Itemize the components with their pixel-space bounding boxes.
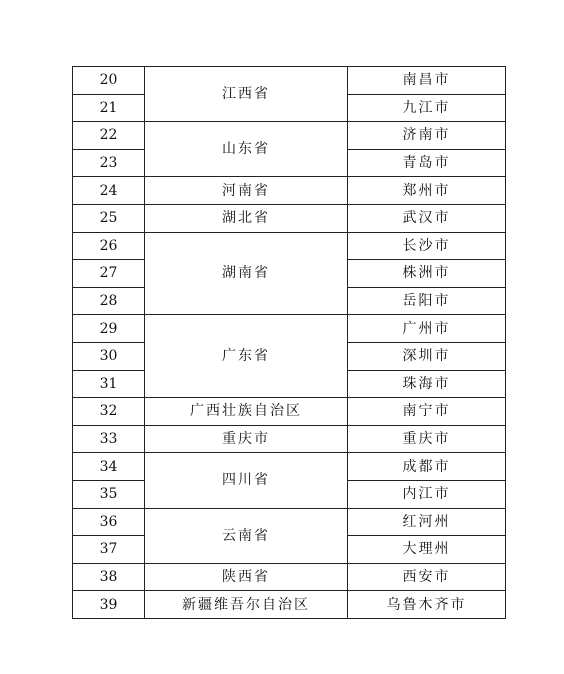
table-row (73, 67, 506, 95)
row-number-cell: 37 (73, 536, 145, 564)
table-row (73, 508, 506, 536)
table-row (73, 315, 506, 343)
table-row (73, 177, 506, 205)
city-cell: 红河州 (348, 508, 506, 536)
row-number-cell: 22 (73, 122, 145, 150)
city-cell: 大理州 (348, 536, 506, 564)
city-region-table-body (73, 67, 506, 619)
row-number-cell: 29 (73, 315, 145, 343)
city-cell: 南宁市 (348, 398, 506, 426)
city-cell: 乌鲁木齐市 (348, 591, 506, 619)
province-cell: 江西省 (145, 67, 348, 122)
row-number-cell: 30 (73, 342, 145, 370)
row-number-cell: 38 (73, 563, 145, 591)
row-number-cell: 39 (73, 591, 145, 619)
province-cell: 河南省 (145, 177, 348, 205)
city-region-table (72, 66, 506, 619)
city-cell: 九江市 (348, 94, 506, 122)
city-cell: 郑州市 (348, 177, 506, 205)
province-cell: 湖北省 (145, 204, 348, 232)
province-cell: 广西壮族自治区 (145, 398, 348, 426)
city-cell: 成都市 (348, 453, 506, 481)
city-cell: 株洲市 (348, 260, 506, 288)
table-row (73, 122, 506, 150)
row-number-cell: 21 (73, 94, 145, 122)
province-cell: 广东省 (145, 315, 348, 398)
province-cell: 湖南省 (145, 232, 348, 315)
city-cell: 武汉市 (348, 204, 506, 232)
city-cell: 内江市 (348, 480, 506, 508)
province-cell: 新疆维吾尔自治区 (145, 591, 348, 619)
row-number-cell: 33 (73, 425, 145, 453)
province-cell: 四川省 (145, 453, 348, 508)
table-row (73, 563, 506, 591)
row-number-cell: 36 (73, 508, 145, 536)
row-number-cell: 20 (73, 67, 145, 95)
row-number-cell: 26 (73, 232, 145, 260)
city-cell: 重庆市 (348, 425, 506, 453)
city-cell: 西安市 (348, 563, 506, 591)
row-number-cell: 35 (73, 480, 145, 508)
city-cell: 广州市 (348, 315, 506, 343)
province-cell: 陕西省 (145, 563, 348, 591)
table-row (73, 204, 506, 232)
row-number-cell: 25 (73, 204, 145, 232)
row-number-cell: 34 (73, 453, 145, 481)
province-cell: 云南省 (145, 508, 348, 563)
city-cell: 青岛市 (348, 149, 506, 177)
row-number-cell: 28 (73, 287, 145, 315)
table-row (73, 453, 506, 481)
table-row (73, 232, 506, 260)
row-number-cell: 23 (73, 149, 145, 177)
province-cell: 山东省 (145, 122, 348, 177)
city-cell: 珠海市 (348, 370, 506, 398)
row-number-cell: 27 (73, 260, 145, 288)
table-row (73, 398, 506, 426)
city-cell: 岳阳市 (348, 287, 506, 315)
city-cell: 长沙市 (348, 232, 506, 260)
row-number-cell: 32 (73, 398, 145, 426)
city-cell: 济南市 (348, 122, 506, 150)
province-cell: 重庆市 (145, 425, 348, 453)
city-cell: 南昌市 (348, 67, 506, 95)
city-cell: 深圳市 (348, 342, 506, 370)
row-number-cell: 24 (73, 177, 145, 205)
row-number-cell: 31 (73, 370, 145, 398)
table-row (73, 425, 506, 453)
table-row (73, 591, 506, 619)
